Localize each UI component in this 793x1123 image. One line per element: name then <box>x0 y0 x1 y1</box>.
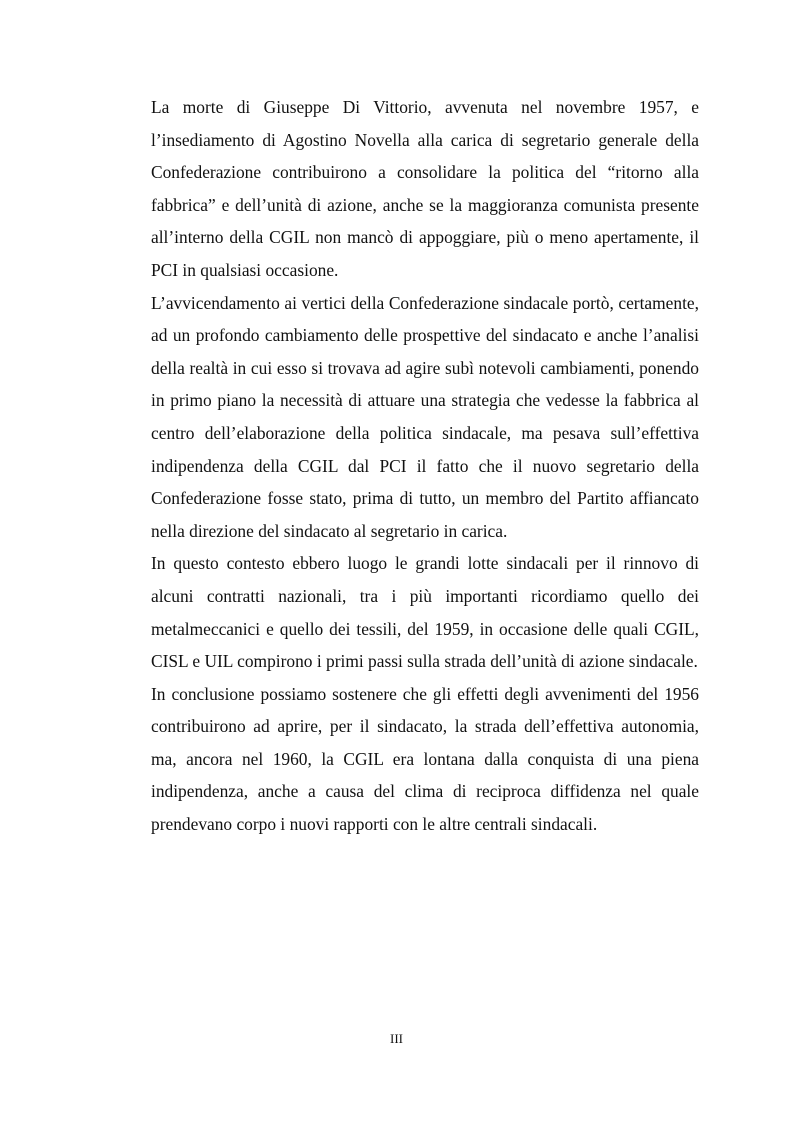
paragraph-3: In questo contesto ebbero luogo le grandi lotte sindacali per il rinnovo di alcuni contratti nazionali, tra i più importanti ricordiamo quello dei metalmeccanici e quello dei tessili, del 1959, in occasione delle quali CGIL, CISL e UIL compirono i primi passi sulla strada dell’unità di azione sindacale. <box>151 553 699 672</box>
paragraph-4: In conclusione possiamo sostenere che gli effetti degli avvenimenti del 1956 contribuirono ad aprire, per il sindacato, la strada dell’effettiva autonomia, ma, ancora nel 1960, la CGIL era lontana dalla conquista di una piena indipendenza, anche a causa del clima di reciproca diffidenza nel quale prendevano corpo i nuovi rapporti con le altre centrali sindacali. <box>151 683 699 835</box>
body-text <box>151 91 699 841</box>
paragraph-1: La morte di Giuseppe Di Vittorio, avvenuta nel novembre 1957, e l’insediamento di Agostino Novella alla carica di segretario generale della Confederazione contribuirono a consolidare la politica del “ritorno alla fabbrica” e dell’unità di azione, anche se la maggioranza comunista presente all’interno della CGIL non mancò di appoggiare, più o meno apertamente, il PCI in qualsiasi occasione. <box>151 97 699 280</box>
paragraph-2: L’avvicendamento ai vertici della Confederazione sindacale portò, certamente, ad un profondo cambiamento delle prospettive del sindacato e anche l’analisi della realtà in cui esso si trovava ad agire subì notevoli cambiamenti, ponendo in primo piano la necessità di attuare una strategia che vedesse la fabbrica al centro dell’elaborazione della politica sindacale, ma pesava sull’effettiva indipendenza della CGIL dal PCI il fatto che il nuovo segretario della Confederazione fosse stato, prima di tutto, un membro del Partito affiancato nella direzione del sindacato al segretario in carica. <box>151 292 699 541</box>
page-number: III <box>390 1031 403 1046</box>
